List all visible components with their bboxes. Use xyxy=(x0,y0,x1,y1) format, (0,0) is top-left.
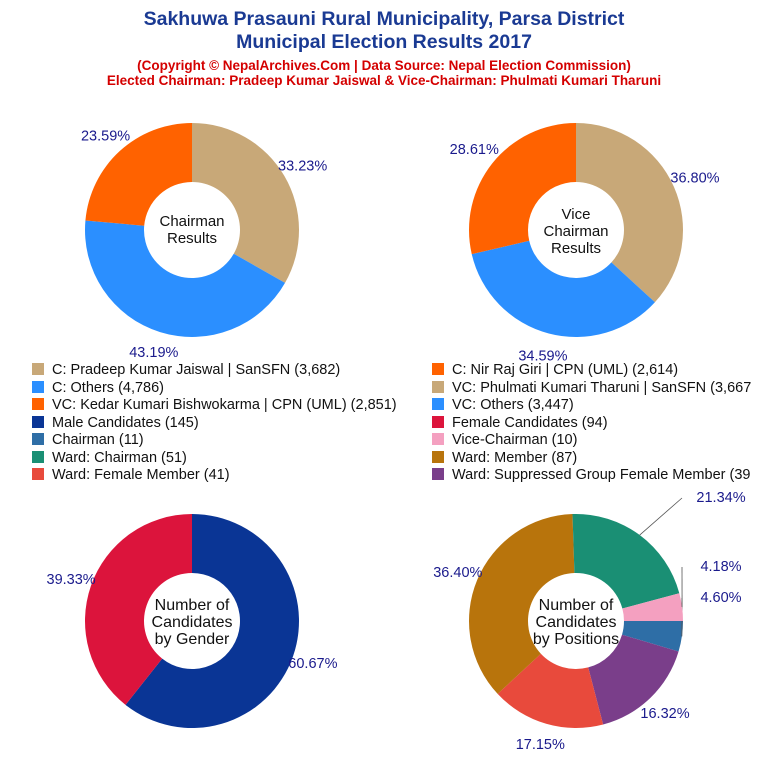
percent-label-2-0: 60.67% xyxy=(288,656,338,673)
legend-swatch xyxy=(432,381,444,393)
legend-item-left-5 xyxy=(32,450,187,467)
legend-swatch xyxy=(32,451,44,463)
legend-swatch xyxy=(432,363,444,375)
donut-chairman-results xyxy=(0,90,384,370)
legend-item-right-3 xyxy=(432,415,608,432)
donut-center-label-3-1: Candidates xyxy=(535,614,617,631)
chart-subtitle-source: (Copyright © NepalArchives.Com | Data Source: Nepal Election Commission) xyxy=(137,58,631,73)
donut-slice-0-0 xyxy=(192,123,299,283)
donut-center-label-0-1: Results xyxy=(166,230,218,247)
legend-item-left-0 xyxy=(32,362,340,379)
donut-candidates-by-gender xyxy=(0,484,384,768)
legend-swatch xyxy=(32,416,44,428)
legend-label: Vice-Chairman (10) xyxy=(452,432,578,448)
percent-label-0-2: 23.59% xyxy=(80,128,131,145)
legend-item-right-5 xyxy=(432,450,577,467)
legend-label: C: Nir Raj Giri | CPN (UML) (2,614) xyxy=(452,362,679,378)
donut-center-label-3-2: by Positions xyxy=(532,631,620,648)
donut-center-label-1-2: Results xyxy=(550,240,602,257)
legend-label: Ward: Female Member (41) xyxy=(52,467,230,483)
percent-label-3-0: 4.60% xyxy=(700,590,742,606)
percent-label-1-2: 28.61% xyxy=(449,142,499,159)
legend-swatch xyxy=(432,451,444,463)
legend-swatch xyxy=(432,468,444,480)
legend-item-right-4 xyxy=(432,432,577,449)
donut-center-label-1-1: Chairman xyxy=(543,223,609,240)
legend-item-left-6 xyxy=(32,467,230,484)
percent-label-3-4: 21.34% xyxy=(696,490,746,506)
legend-swatch xyxy=(432,398,444,410)
legend-label: VC: Phulmati Kumari Tharuni | SanSFN (3,667 xyxy=(452,379,752,396)
legend-item-left-4 xyxy=(32,432,144,449)
chart-title-line-1: Sakhuwa Prasauni Rural Municipality, Parsa District xyxy=(143,8,625,30)
percent-label-0-1: 43.19% xyxy=(129,345,179,362)
percent-label-2-1: 39.33% xyxy=(46,571,96,588)
legend-label: C: Pradeep Kumar Jaiswal | SanSFN (3,682) xyxy=(52,362,341,378)
percent-label-3-5: 4.18% xyxy=(700,559,742,575)
chart-legend xyxy=(0,362,768,487)
legend-item-left-3 xyxy=(32,415,199,432)
percent-label-0-0: 33.23% xyxy=(278,158,328,175)
donut-candidates-by-positions xyxy=(384,484,768,768)
percent-label-1-1: 34.59% xyxy=(518,348,568,365)
legend-label: Male Candidates (145) xyxy=(52,414,199,431)
legend-item-right-1 xyxy=(432,380,751,397)
percent-label-3-3: 36.40% xyxy=(433,564,483,581)
legend-label: Female Candidates (94) xyxy=(452,414,608,431)
donut-center-label-1-0: Vice xyxy=(561,206,591,223)
legend-swatch xyxy=(32,468,44,480)
donut-slice-3-4 xyxy=(572,514,679,609)
percent-label-3-1: 16.32% xyxy=(640,705,690,722)
legend-label: VC: Kedar Kumari Bishwokarma | CPN (UML) (2,851) xyxy=(52,397,397,413)
donut-center-label-0-0: Chairman xyxy=(159,213,225,230)
legend-swatch xyxy=(432,433,444,445)
donut-center-label-2-2: by Gender xyxy=(154,631,230,648)
legend-label: Ward: Chairman (51) xyxy=(52,449,187,466)
legend-item-left-1 xyxy=(32,380,164,397)
legend-swatch xyxy=(32,363,44,375)
legend-swatch xyxy=(32,381,44,393)
donut-center-label-2-1: Candidates xyxy=(151,614,233,631)
legend-label: Ward: Suppressed Group Female Member (39 xyxy=(452,467,751,483)
legend-label: C: Others (4,786) xyxy=(52,379,165,396)
legend-label: Chairman (11) xyxy=(52,432,144,448)
donut-center-label-3-0: Number of xyxy=(538,597,614,614)
leader-line-4 xyxy=(640,498,682,535)
donut-center-label-2-0: Number of xyxy=(154,597,230,614)
chart-title-line-2: Municipal Election Results 2017 xyxy=(236,31,532,53)
percent-label-3-2: 17.15% xyxy=(515,736,565,753)
legend-label: Ward: Member (87) xyxy=(452,449,578,466)
donut-vice-chairman-results xyxy=(384,90,768,370)
chart-subtitle-elected: Elected Chairman: Pradeep Kumar Jaiswal & Vice-Chairman: Phulmati Kumari Tharuni xyxy=(106,73,662,88)
legend-item-right-0 xyxy=(432,362,678,379)
legend-swatch xyxy=(32,398,44,410)
legend-swatch xyxy=(32,433,44,445)
legend-label: VC: Others (3,447) xyxy=(452,397,574,413)
percent-label-1-0: 36.80% xyxy=(670,170,720,187)
legend-item-right-2 xyxy=(432,397,574,414)
legend-swatch xyxy=(432,416,444,428)
legend-item-left-2 xyxy=(32,397,397,414)
legend-item-right-6 xyxy=(432,467,750,484)
